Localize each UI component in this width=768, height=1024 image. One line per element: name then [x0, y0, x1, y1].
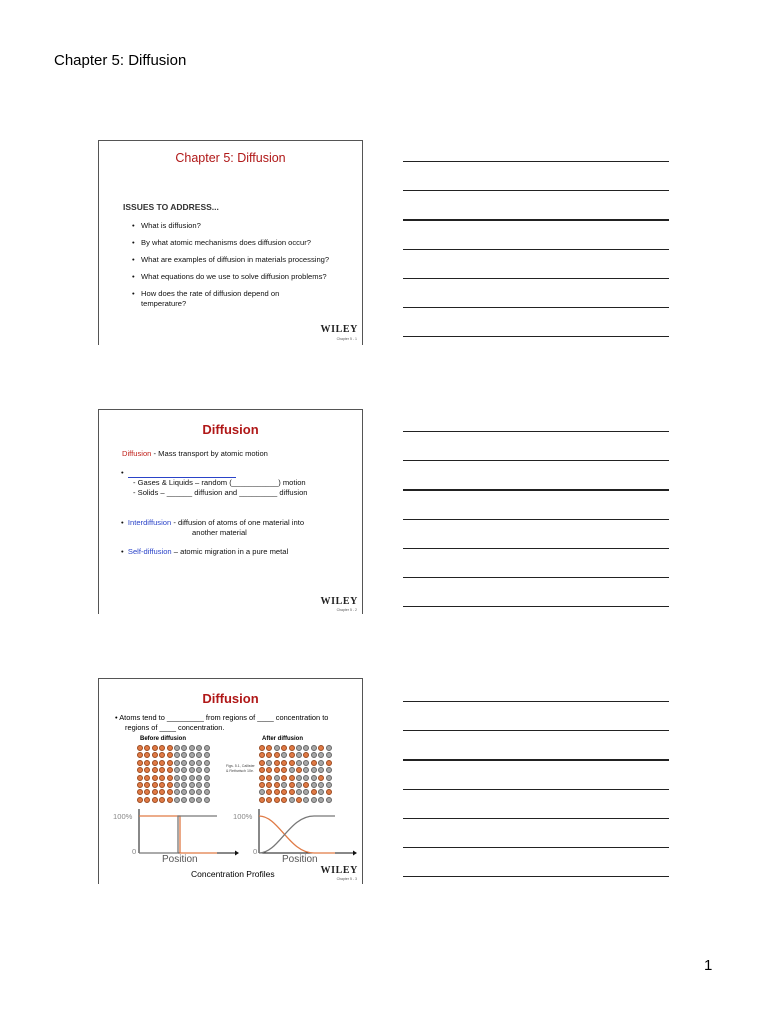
atom-dot — [281, 789, 287, 795]
y-top-label-after: 100% — [233, 812, 253, 821]
atom-dot — [266, 782, 272, 788]
note-line — [403, 336, 669, 337]
issues-list — [132, 221, 371, 316]
atom-dot — [289, 767, 295, 773]
atom-dot — [137, 760, 143, 766]
note-line — [403, 577, 669, 578]
atom-dot — [189, 775, 195, 781]
atom-dot — [196, 789, 202, 795]
atom-dot — [137, 789, 143, 795]
atom-dot — [196, 745, 202, 751]
atom-dot — [326, 760, 332, 766]
wiley-logo: WILEY — [320, 596, 358, 607]
atom-dot — [303, 789, 309, 795]
atom-dot — [152, 789, 158, 795]
atom-dot — [181, 752, 187, 758]
atom-dot — [144, 745, 150, 751]
atom-dot — [196, 767, 202, 773]
atom-dot — [189, 797, 195, 803]
atom-dot — [181, 767, 187, 773]
atom-dot — [167, 782, 173, 788]
slide-number-label: Chapter 5 - 3 — [336, 877, 357, 881]
atom-dot — [181, 775, 187, 781]
note-line — [403, 701, 669, 702]
atom-dot — [318, 797, 324, 803]
page-number: 1 — [704, 957, 713, 974]
atom-dot — [311, 789, 317, 795]
slide-1-title: Chapter 5: Diffusion — [175, 151, 286, 165]
atom-dot — [274, 745, 280, 751]
note-line — [403, 759, 669, 761]
atom-dot — [326, 782, 332, 788]
atom-dot — [326, 789, 332, 795]
atom-dot — [159, 767, 165, 773]
atom-dot — [137, 797, 143, 803]
atom-dot — [159, 797, 165, 803]
note-line — [403, 219, 669, 221]
atom-dot — [167, 767, 173, 773]
atom-dot — [274, 789, 280, 795]
slide-3-title: Diffusion — [202, 691, 259, 706]
atom-dot — [296, 767, 302, 773]
atom-dot — [196, 797, 202, 803]
atom-dot — [144, 789, 150, 795]
atom-dot — [152, 782, 158, 788]
note-line — [403, 307, 669, 308]
atom-dot — [318, 745, 324, 751]
atom-dot — [311, 782, 317, 788]
atom-dot — [303, 775, 309, 781]
atom-dot — [152, 760, 158, 766]
sub-bullet-solids: - Solids – ______ diffusion and _________ diffusion — [133, 488, 308, 497]
atom-dot — [326, 775, 332, 781]
atom-dot — [181, 760, 187, 766]
atom-dot — [204, 752, 210, 758]
after-diffusion-label: After diffusion — [262, 736, 303, 742]
atom-dot — [159, 789, 165, 795]
interdiffusion-term: Interdiffusion — [127, 518, 172, 527]
atom-dot — [311, 760, 317, 766]
atom-dot — [289, 797, 295, 803]
atom-dot — [144, 775, 150, 781]
atom-dot — [303, 797, 309, 803]
note-line — [403, 847, 669, 848]
atom-dot — [196, 760, 202, 766]
atom-dot — [266, 797, 272, 803]
atom-dot — [259, 767, 265, 773]
bullet-line-2: regions of ____ concentration. — [125, 723, 225, 732]
atom-dot — [274, 797, 280, 803]
atom-dot — [259, 775, 265, 781]
note-line — [403, 730, 669, 731]
slide-number-label: Chapter 5 - 2 — [336, 608, 357, 612]
atom-dot — [303, 752, 309, 758]
atom-dot — [281, 797, 287, 803]
interdiffusion-item: • Interdiffusion - diffusion of atoms of one material into — [121, 518, 305, 527]
atom-dot — [266, 745, 272, 751]
atom-dot — [144, 767, 150, 773]
atom-dot — [137, 782, 143, 788]
slide-2-title: Diffusion — [202, 422, 259, 437]
atom-dot — [289, 789, 295, 795]
atom-dot — [204, 767, 210, 773]
note-line — [403, 548, 669, 549]
self-diffusion-text: – atomic migration in a pure metal — [171, 547, 289, 556]
atom-dot — [144, 782, 150, 788]
atom-dot — [137, 752, 143, 758]
x-axis-arrow-after — [353, 851, 357, 856]
atom-dot — [159, 760, 165, 766]
atom-dot — [289, 752, 295, 758]
atom-dot — [281, 775, 287, 781]
atom-dot — [318, 767, 324, 773]
self-diffusion-item: • Self-diffusion – atomic migration in a pure metal — [121, 547, 289, 556]
atom-dot — [303, 760, 309, 766]
atom-dot — [167, 745, 173, 751]
interdiffusion-text-2: another material — [192, 528, 247, 537]
atom-dot — [259, 797, 265, 803]
atom-dot — [189, 789, 195, 795]
atom-dot — [296, 760, 302, 766]
atom-dot — [274, 775, 280, 781]
atom-dot — [189, 745, 195, 751]
atom-dot — [266, 767, 272, 773]
wiley-logo: WILEY — [320, 865, 358, 876]
x-label-before: Position — [162, 854, 198, 865]
atom-dot — [326, 752, 332, 758]
list-item: • What are examples of diffusion in materials processing? — [132, 255, 371, 265]
atom-dot — [303, 782, 309, 788]
atom-dot — [326, 767, 332, 773]
atom-dot — [152, 775, 158, 781]
note-line — [403, 431, 669, 432]
atom-dot — [196, 782, 202, 788]
list-item: • What is diffusion? — [132, 221, 371, 231]
diffusion-definition — [122, 449, 268, 458]
atom-dot — [181, 782, 187, 788]
atom-dot — [266, 760, 272, 766]
atom-dot — [174, 752, 180, 758]
atom-dot — [167, 752, 173, 758]
note-line — [403, 876, 669, 877]
atom-dot — [281, 767, 287, 773]
atom-dot — [174, 782, 180, 788]
atom-dot — [181, 789, 187, 795]
note-line — [403, 190, 669, 191]
definition-text: - Mass transport by atomic motion — [151, 449, 268, 458]
list-item: • What equations do we use to solve diffusion problems? — [132, 272, 371, 282]
atom-dot — [137, 745, 143, 751]
wiley-logo: WILEY — [320, 324, 358, 335]
atom-dot — [259, 745, 265, 751]
note-line — [403, 606, 669, 607]
atom-dot — [189, 782, 195, 788]
atom-dot — [296, 789, 302, 795]
atom-dot — [204, 760, 210, 766]
atom-dot — [289, 775, 295, 781]
atom-dot — [196, 775, 202, 781]
atom-dot — [281, 745, 287, 751]
atom-dot — [318, 789, 324, 795]
atom-dot — [181, 745, 187, 751]
atom-dot — [259, 760, 265, 766]
y-zero-label-before: 0 — [132, 847, 137, 856]
atom-dot — [152, 797, 158, 803]
x-axis-arrow-before — [235, 851, 239, 856]
atom-dot — [326, 797, 332, 803]
y-zero-label-after: 0 — [253, 847, 258, 856]
atom-dot — [259, 782, 265, 788]
atom-dot — [159, 782, 165, 788]
atom-dot — [174, 767, 180, 773]
atom-dot — [174, 760, 180, 766]
atom-dot — [137, 775, 143, 781]
atom-dot — [281, 782, 287, 788]
atom-dot — [311, 797, 317, 803]
x-label-after: Position — [282, 854, 318, 865]
atom-dot — [144, 797, 150, 803]
atom-dot — [296, 775, 302, 781]
slide-2 — [98, 409, 363, 614]
atom-dot — [159, 752, 165, 758]
atom-dot — [266, 752, 272, 758]
atom-grid-after — [259, 745, 333, 803]
atom-dot — [189, 767, 195, 773]
slide-1 — [98, 140, 363, 345]
atom-dot — [167, 789, 173, 795]
atom-dot — [289, 760, 295, 766]
atom-dot — [167, 775, 173, 781]
atom-dot — [204, 782, 210, 788]
interdiffusion-text: - diffusion of atoms of one material into — [171, 518, 305, 527]
atom-dot — [266, 789, 272, 795]
atom-dot — [303, 745, 309, 751]
slide-number-label: Chapter 5 - 1 — [336, 337, 357, 341]
atom-dot — [274, 767, 280, 773]
note-line — [403, 249, 669, 250]
page-header: Chapter 5: Diffusion — [54, 52, 187, 69]
note-line — [403, 460, 669, 461]
profiles-caption: Concentration Profiles — [191, 869, 275, 879]
atom-dot — [189, 760, 195, 766]
slide-3 — [98, 678, 363, 884]
atom-dot — [152, 745, 158, 751]
atom-dot — [189, 752, 195, 758]
atom-dot — [159, 775, 165, 781]
atom-dot — [274, 782, 280, 788]
atom-dot — [274, 760, 280, 766]
y-top-label-before: 100% — [113, 812, 133, 821]
note-line — [403, 818, 669, 819]
atom-dot — [289, 782, 295, 788]
atom-dot — [311, 745, 317, 751]
atom-dot — [152, 752, 158, 758]
atom-dot — [318, 752, 324, 758]
atom-dot — [196, 752, 202, 758]
list-item: • How does the rate of diffusion depend on temperature? — [132, 289, 316, 309]
atom-dot — [296, 752, 302, 758]
atom-dot — [152, 767, 158, 773]
atom-dot — [167, 797, 173, 803]
atom-dot — [204, 797, 210, 803]
note-line — [403, 278, 669, 279]
atom-dot — [281, 752, 287, 758]
atom-grid-before — [137, 745, 211, 803]
issues-heading: ISSUES TO ADDRESS... — [123, 202, 219, 212]
definition-term: Diffusion — [122, 449, 152, 458]
atom-dot — [281, 760, 287, 766]
self-diffusion-term: Self-diffusion — [127, 547, 172, 556]
note-line — [403, 161, 669, 162]
atom-dot — [296, 745, 302, 751]
atom-dot — [296, 797, 302, 803]
atom-dot — [326, 745, 332, 751]
before-diffusion-label: Before diffusion — [140, 736, 186, 742]
atom-dot — [204, 775, 210, 781]
atom-dot — [174, 775, 180, 781]
atom-dot — [266, 775, 272, 781]
atom-dot — [144, 752, 150, 758]
atom-dot — [181, 797, 187, 803]
atom-dot — [204, 789, 210, 795]
atom-dot — [137, 767, 143, 773]
atom-dot — [296, 782, 302, 788]
bullet-line-1: • Atoms tend to _________ from regions of ____ concentration to — [115, 713, 329, 722]
atom-dot — [259, 752, 265, 758]
atom-dot — [174, 745, 180, 751]
atom-dot — [303, 767, 309, 773]
atom-dot — [174, 789, 180, 795]
atom-dot — [318, 782, 324, 788]
atom-dot — [318, 775, 324, 781]
atom-dot — [204, 745, 210, 751]
note-line — [403, 519, 669, 520]
atom-dot — [274, 752, 280, 758]
atom-dot — [259, 789, 265, 795]
atom-dot — [159, 745, 165, 751]
atom-dot — [311, 752, 317, 758]
atom-dot — [311, 767, 317, 773]
atom-dot — [174, 797, 180, 803]
profile-before-b — [139, 816, 217, 853]
atom-dot — [318, 760, 324, 766]
note-line — [403, 489, 669, 491]
atom-dot — [167, 760, 173, 766]
sub-bullet-gases: - Gases & Liquids – random (___________) motion — [133, 478, 306, 487]
atom-dot — [311, 775, 317, 781]
figure-caption: Figs. 5.1, Callister & Rethwisch 10e. — [226, 764, 255, 773]
atom-dot — [144, 760, 150, 766]
list-item: • By what atomic mechanisms does diffusion occur? — [132, 238, 371, 248]
bullet-marker: • — [121, 468, 124, 477]
note-line — [403, 789, 669, 790]
atom-dot — [289, 745, 295, 751]
